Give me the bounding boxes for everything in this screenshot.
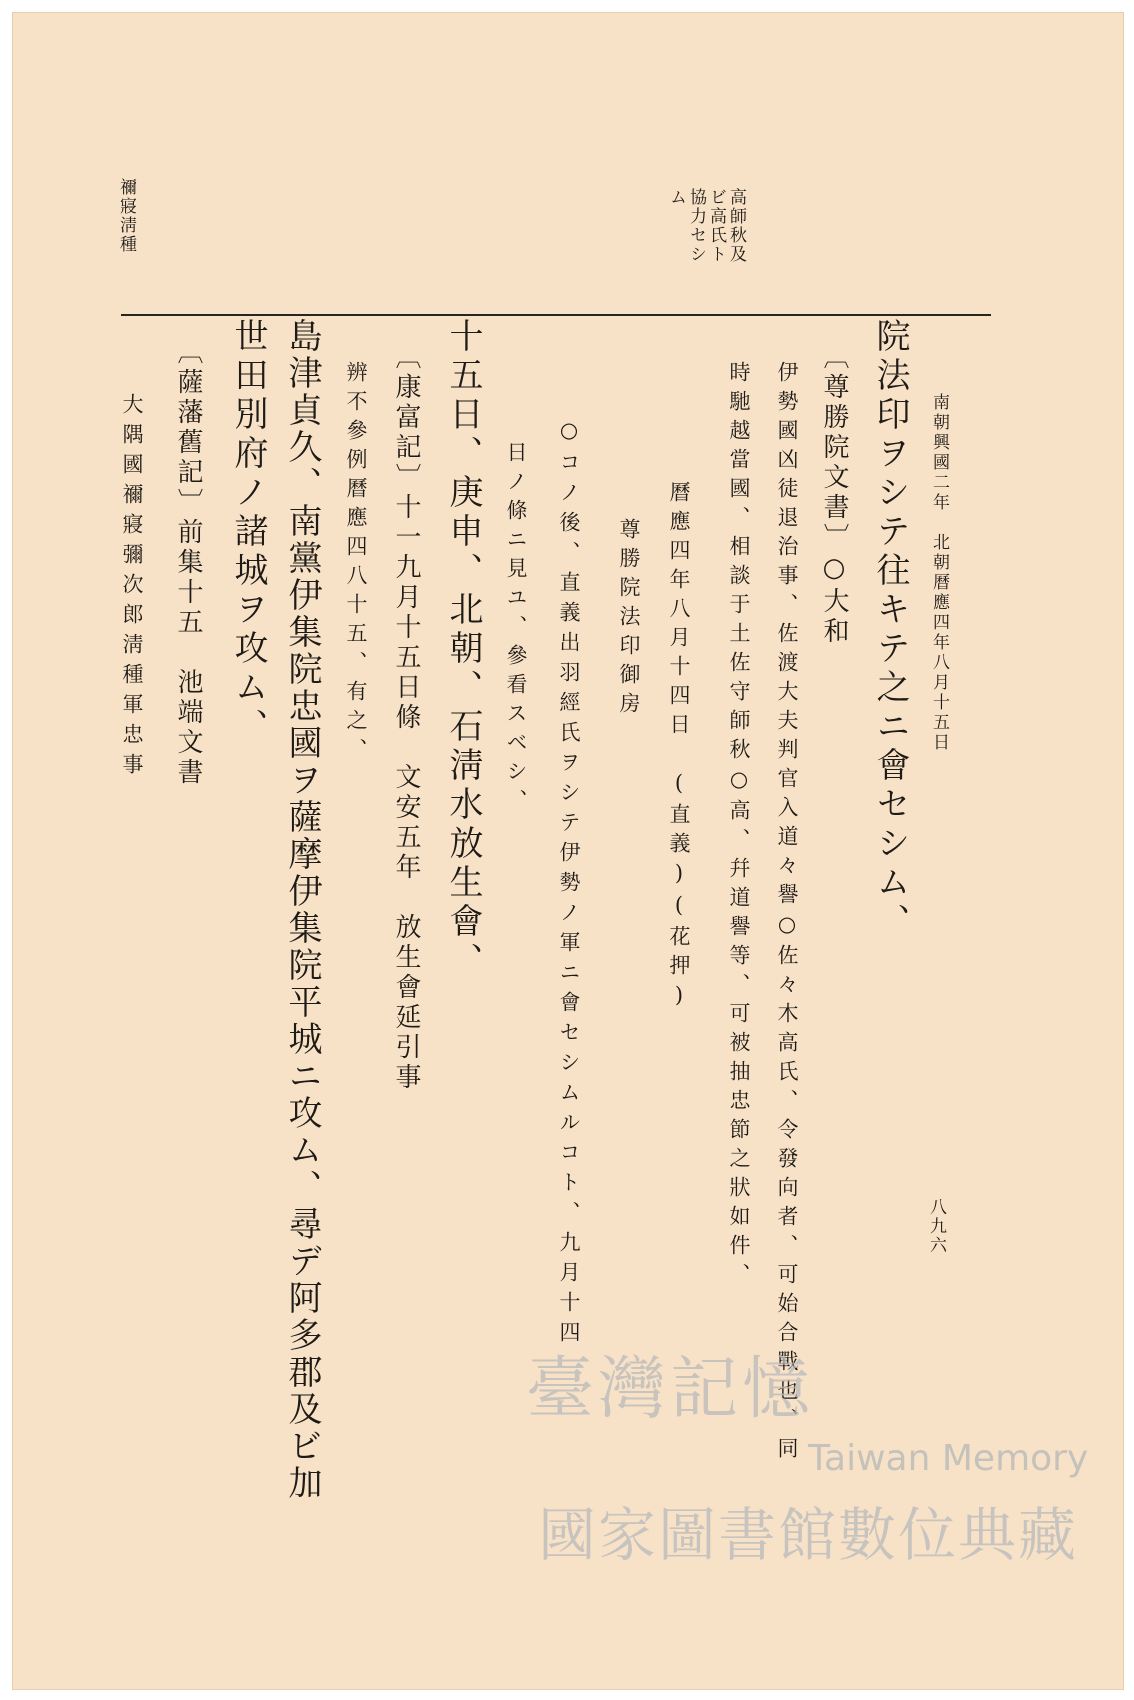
col-6-addressee: 尊勝院法印御房	[617, 518, 641, 721]
right-margin-note-3: 協力セシ	[686, 188, 706, 264]
left-margin-note: 禰寢淸種	[116, 178, 136, 254]
col-11: 辨不參例曆應四八十五、有之、	[344, 361, 368, 767]
document-page	[12, 12, 1124, 1690]
right-margin-note-2: ビ高氏ト	[706, 188, 726, 264]
col-2-citation: 〔尊勝院文書〕○大和	[819, 343, 849, 647]
col-3: 伊勢國凶徒退治事、佐渡大夫判官入道々譽○佐々木高氏、令發向者、可始合戰也、同	[775, 361, 799, 1466]
col-14-citation: 〔薩藩舊記〕前集十五 池端文書	[173, 338, 203, 788]
col-15: 大隅國禰寢彌次郎淸種軍忠事	[120, 393, 144, 783]
col-12-entry: 島津貞久、南黨伊集院忠國ヲ薩摩伊集院平城ニ攻ム、尋デ阿多郡及ビ加	[282, 318, 322, 1502]
col-8-note: 日ノ條ニ見ユ、參看スベシ、	[504, 441, 528, 818]
watermark-english: Taiwan Memory	[808, 1438, 1089, 1479]
watermark-library: 國家圖書館數位典藏	[538, 1501, 1079, 1569]
col-13-entry: 世田別府ノ諸城ヲ攻ム、	[228, 318, 268, 747]
col-5-date: 曆應四年八月十四日 (直義)(花押)	[667, 481, 691, 1015]
col-1: 院法印ヲシテ往キテ之ニ會セシム、	[870, 318, 910, 942]
header-rule	[121, 314, 991, 316]
page-number: 八九六	[926, 1198, 946, 1255]
col-10-citation: 〔康富記〕十一九月十五日條 文安五年 放生會延引事	[391, 343, 421, 1093]
col-4: 時馳越當國、相談于土佐守師秋○高、幷道譽等、可被抽忠節之狀如件、	[727, 361, 751, 1292]
col-7-note: ○コノ後、直義出羽經氏ヲシテ伊勢ノ軍ニ會セシムルコト、九月十四	[557, 418, 581, 1351]
col-9-entry: 十五日、庚申、北朝、石淸水放生會、	[443, 318, 483, 981]
right-margin-note-1: 高師秋及	[726, 188, 746, 264]
running-header: 南朝興國二年 北朝曆應四年八月十五日	[929, 393, 949, 753]
right-margin-note-4: ム	[666, 188, 686, 207]
watermark-logo: 臺灣記憶	[526, 1350, 815, 1429]
